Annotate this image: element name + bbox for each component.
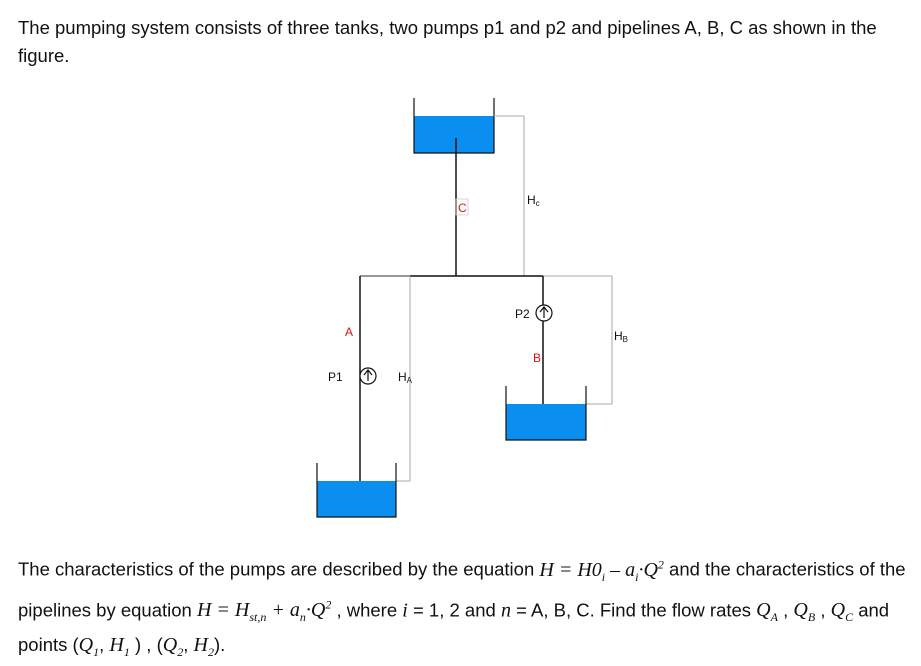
head-a-label: HA: [398, 370, 413, 385]
tank-right-water: [506, 404, 586, 440]
pump-p1-label: P1: [328, 370, 343, 384]
pipe-c-label: C: [458, 201, 467, 215]
head-b-label: HB: [614, 329, 629, 344]
tank-top-water: [414, 116, 494, 153]
pump-p2-label: P2: [515, 307, 530, 321]
tank-left-water: [317, 481, 396, 517]
pipeline-equation: $H = H_{st,n} + a_n\cdot Q^2$: [196, 597, 332, 625]
pipe-b-label: B: [533, 351, 542, 365]
problem-statement: The characteristics of the pumps are described by the equation $H = H0_i - a_i\cdot Q^2$ and the characteristics of the pipelines by equation $H = H_{st,n} + a_n\cdot Q^2$ , where i = 1, 2 and n = A, B, C. Find the flow rates $Q_A$ , $Q_B$ , $Q_C$ and points ($Q_1$, $H_1$ ) , ($Q_2$, $H_2$).: [18, 557, 906, 660]
problem-intro: The pumping system consists of three tanks, two pumps p1 and p2 and pipelines A, B, C as shown in the figure.: [18, 17, 877, 66]
pump-equation: $H = H0_i - a_i\cdot Q^2$: [539, 557, 664, 584]
head-c-label: Hc: [527, 193, 540, 208]
pipe-a-label: A: [345, 325, 354, 339]
